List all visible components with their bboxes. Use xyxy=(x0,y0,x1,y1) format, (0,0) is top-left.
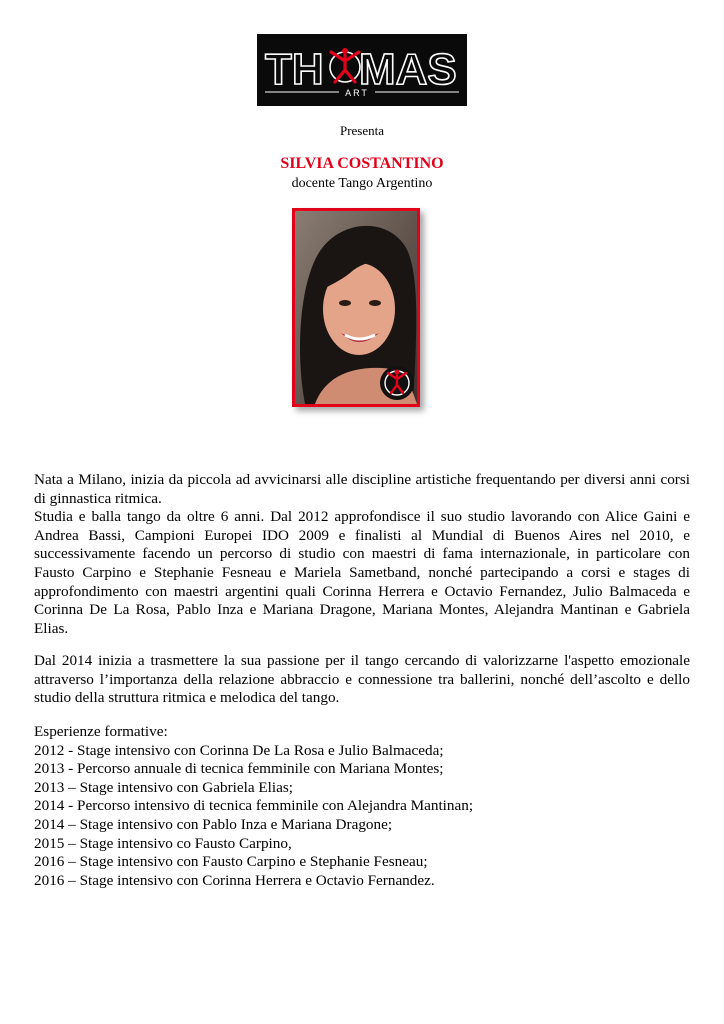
experiences-list xyxy=(34,723,690,890)
thomas-logo-svg xyxy=(257,34,467,106)
list-item: 2014 - Percorso intensivo di tecnica femminile con Alejandra Mantinan; xyxy=(34,797,474,815)
teacher-name: SILVIA COSTANTINO xyxy=(280,155,444,172)
list-item: 2016 – Stage intensivo con Fausto Carpino e Stephanie Fesneau; xyxy=(34,853,428,871)
logo-text-right: MAS xyxy=(359,45,457,94)
logo-text-left: TH xyxy=(265,45,324,94)
portrait-photo xyxy=(292,208,420,407)
brand-logo xyxy=(257,34,467,106)
experiences-heading: Esperienze formative: xyxy=(34,723,168,740)
list-item: 2014 – Stage intensivo con Pablo Inza e Mariana Dragone; xyxy=(34,815,393,833)
list-item: 2013 - Percorso annuale di tecnica femminile con Mariana Montes; xyxy=(34,760,444,778)
teacher-role: docente Tango Argentino xyxy=(291,176,433,191)
presenta-label: Presenta xyxy=(339,123,385,138)
teaching-section xyxy=(34,652,690,708)
teaching-paragraph: Dal 2014 inizia a trasmettere la sua passione per il tango cercando di valorizzarne l'aspetto emozionale attraverso l’importanza della relazione abbraccio e connessione tra ballerini, nonché dell’ascolto e dello studio della struttura ritmica e melodica del tango. xyxy=(34,652,690,707)
portrait-illustration xyxy=(295,211,417,404)
list-item: 2013 – Stage intensivo con Gabriela Elias; xyxy=(34,778,293,796)
bio-section xyxy=(34,471,690,638)
list-item: 2012 - Stage intensivo con Corinna De La Rosa e Julio Balmaceda; xyxy=(34,741,444,759)
logo-subtext: ART xyxy=(345,88,369,98)
list-item: 2016 – Stage intensivo con Corinna Herrera e Octavio Fernandez. xyxy=(34,871,435,889)
bio-paragraph: Nata a Milano, inizia da piccola ad avvicinarsi alle discipline artistiche frequentando per diversi anni corsi di ginnastica ritmica. xyxy=(34,471,690,507)
thomas-dancer-badge-icon xyxy=(380,366,414,400)
list-item: 2015 – Stage intensivo co Fausto Carpino, xyxy=(34,834,292,852)
bio-paragraph: Studia e balla tango da oltre 6 anni. Dal 2012 approfondisce il suo studio lavorando con Alice Gaini e Andrea Bassi, Campioni Europei IDO 2009 e finalisti al Mundial di Buenos Aires nel 2010, e successivamente facendo un percorso di studio con maestri di fama internazionale, in particolare con Fausto Carpino e Stephanie Fesneau e Mariela Sametband, nonché partecipando a corsi e stages di approfondimento con maestri argentini quali Corinna Herrera e Octavio Fernandez, Julio Balmaceda e Corinna De La Rosa, Pablo Inza e Mariana Dragone, Mariana Montes, Alejandra Mantinan e Gabriela Elias. xyxy=(34,508,690,637)
